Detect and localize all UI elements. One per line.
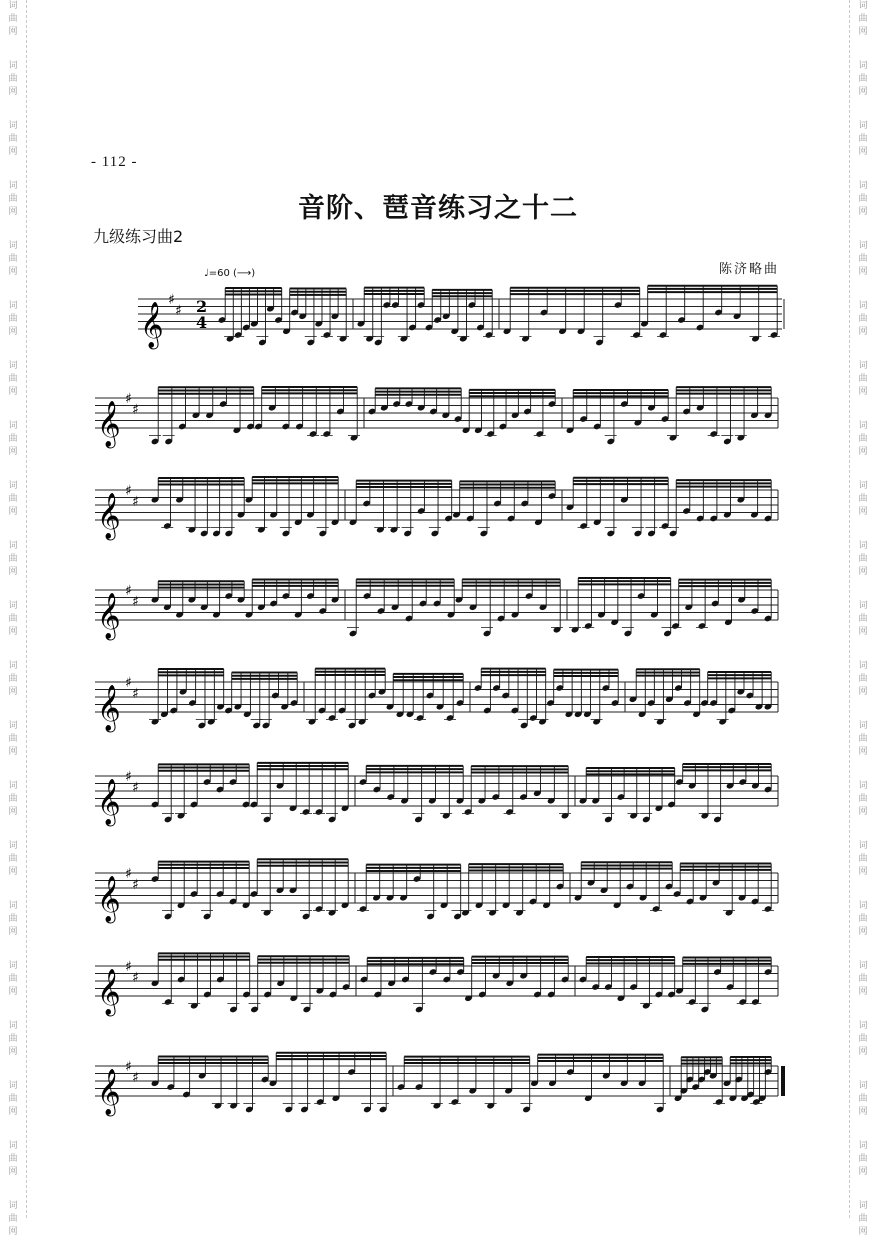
watermark-stamp: 词 曲 网 <box>858 1141 868 1177</box>
piece-subtitle: 九级练习曲2 <box>93 227 184 246</box>
sharp-icon: ♯ <box>125 959 132 975</box>
watermark-stamp: 词 曲 网 <box>8 361 18 397</box>
watermark-stamp: 词 曲 网 <box>858 901 868 937</box>
treble-clef-icon: 𝄞 <box>97 401 121 447</box>
watermark-stamp: 词 曲 网 <box>8 421 18 457</box>
page-number: - 112 - <box>91 154 138 170</box>
sharp-icon: ♯ <box>125 391 132 407</box>
sharp-icon: ♯ <box>132 1070 139 1086</box>
watermark-stamp: 词 曲 网 <box>858 721 868 757</box>
watermark-stamp: 词 曲 网 <box>858 181 868 217</box>
watermark-stamp: 词 曲 网 <box>8 841 18 877</box>
sharp-icon: ♯ <box>132 877 139 893</box>
watermark-stamp: 词 曲 网 <box>858 241 868 277</box>
treble-clef-icon: 𝄞 <box>97 779 121 825</box>
watermark-stamp: 词 曲 网 <box>8 181 18 217</box>
composer-credit: 陈济略曲 <box>719 262 780 277</box>
watermark-stamp: 词 曲 网 <box>858 661 868 697</box>
treble-clef-icon: 𝄞 <box>97 493 121 539</box>
sharp-icon: ♯ <box>132 970 139 986</box>
watermark-stamp: 词 曲 网 <box>8 61 18 97</box>
treble-clef-icon: 𝄞 <box>97 876 121 922</box>
watermark-stamp: 词 曲 网 <box>858 1 868 37</box>
watermark-stamp: 词 曲 网 <box>8 1021 18 1057</box>
watermark-stamp: 词 曲 网 <box>858 781 868 817</box>
treble-clef-icon: 𝄞 <box>97 685 121 731</box>
watermark-stamp: 词 曲 网 <box>8 1 18 37</box>
sharp-icon: ♯ <box>125 769 132 785</box>
watermark-stamp: 词 曲 网 <box>8 481 18 517</box>
sharp-icon: ♯ <box>132 780 139 796</box>
watermark-stamp: 词 曲 网 <box>8 961 18 997</box>
watermark-stamp: 词 曲 网 <box>858 61 868 97</box>
sharp-icon: ♯ <box>125 866 132 882</box>
watermark-stamp: 词 曲 网 <box>858 421 868 457</box>
watermark-stamp: 词 曲 网 <box>8 541 18 577</box>
sharp-icon: ♯ <box>132 686 139 702</box>
watermark-stamp: 词 曲 网 <box>858 481 868 517</box>
sharp-icon: ♯ <box>125 583 132 599</box>
watermark-stamp: 词 曲 网 <box>8 241 18 277</box>
treble-clef-icon: 𝄞 <box>97 969 121 1015</box>
watermark-stamp: 词 曲 网 <box>858 1021 868 1057</box>
sharp-icon: ♯ <box>125 1059 132 1075</box>
time-signature-top: 2 <box>196 297 208 316</box>
watermark-stamp: 词 曲 网 <box>8 1201 18 1237</box>
watermark-stamp: 词 曲 网 <box>8 781 18 817</box>
tempo-marking: ♩=60 (⟶) <box>204 268 256 279</box>
page-title: 音阶、琶音练习之十二 <box>298 193 578 224</box>
watermark-stamp: 词 曲 网 <box>8 661 18 697</box>
treble-clef-icon: 𝄞 <box>97 593 121 639</box>
treble-clef-icon: 𝄞 <box>97 1069 121 1115</box>
sharp-icon: ♯ <box>168 292 175 308</box>
watermark-stamp: 词 曲 网 <box>858 1081 868 1117</box>
sharp-icon: ♯ <box>132 494 139 510</box>
watermark-stamp: 词 曲 网 <box>858 301 868 337</box>
watermark-stamp: 词 曲 网 <box>858 361 868 397</box>
watermark-stamp: 词 曲 网 <box>858 121 868 157</box>
watermark-stamp: 词 曲 网 <box>8 721 18 757</box>
watermark-stamp: 词 曲 网 <box>858 841 868 877</box>
time-signature-bottom: 4 <box>196 313 208 332</box>
treble-clef-icon: 𝄞 <box>140 302 164 348</box>
sharp-icon: ♯ <box>132 594 139 610</box>
final-barline <box>781 1066 785 1096</box>
watermark-stamp: 词 曲 网 <box>8 301 18 337</box>
sharp-icon: ♯ <box>125 675 132 691</box>
watermark-stamp: 词 曲 网 <box>858 961 868 997</box>
watermark-stamp: 词 曲 网 <box>8 1081 18 1117</box>
sharp-icon: ♯ <box>175 303 182 319</box>
watermark-stamp: 词 曲 网 <box>8 121 18 157</box>
watermark-stamp: 词 曲 网 <box>858 1201 868 1237</box>
watermark-stamp: 词 曲 网 <box>8 1141 18 1177</box>
watermark-stamp: 词 曲 网 <box>8 601 18 637</box>
watermark-stamp: 词 曲 网 <box>8 901 18 937</box>
watermark-stamp: 词 曲 网 <box>858 601 868 637</box>
watermark-stamp: 词 曲 网 <box>858 541 868 577</box>
sharp-icon: ♯ <box>132 402 139 418</box>
sharp-icon: ♯ <box>125 483 132 499</box>
